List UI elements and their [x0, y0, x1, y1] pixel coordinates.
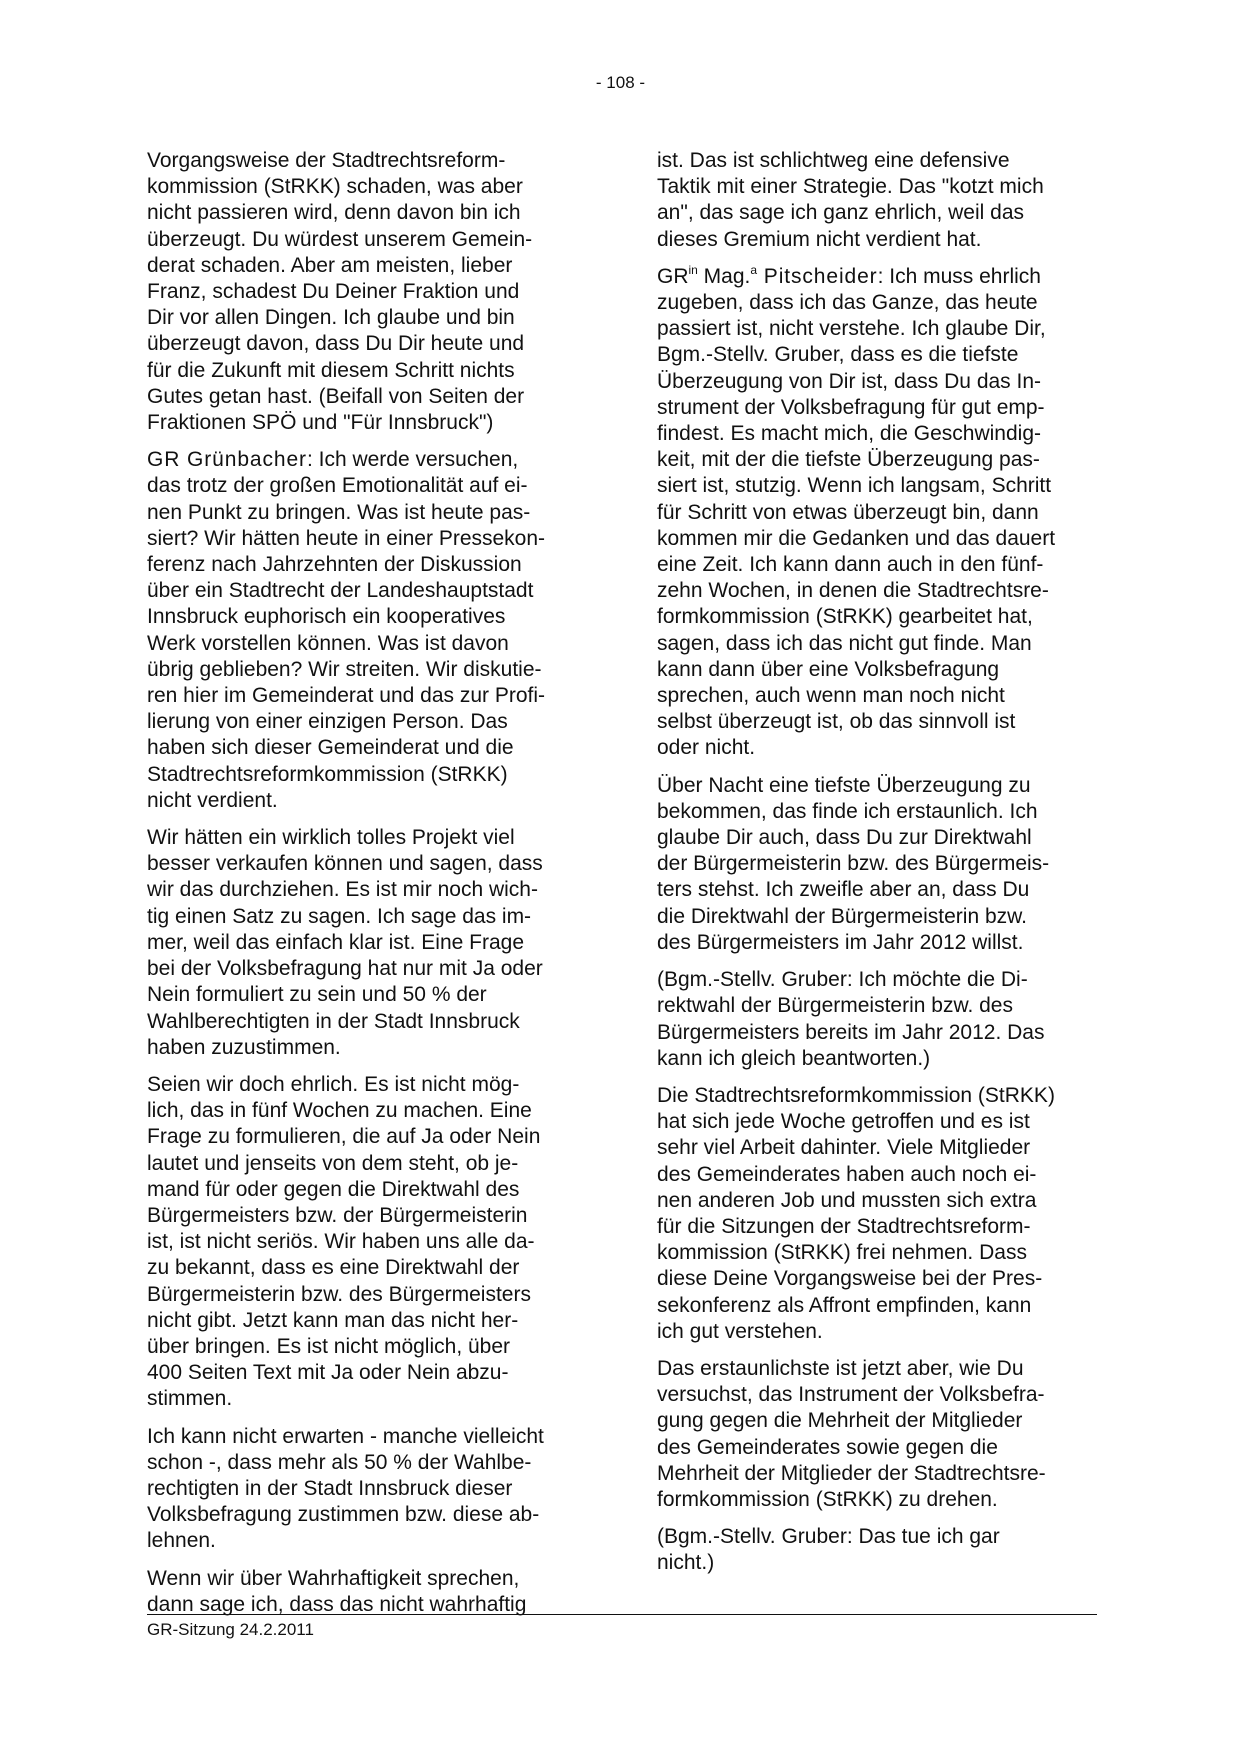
- speaker-prefix-superscript: in: [688, 262, 698, 277]
- paragraph: ist. Das ist schlichtweg eine defensive Taktik mit einer Strategie. Das "kotzt mich an", das sage ich ganz ehrlich, weil das dieses Gremium nicht verdient hat.: [657, 149, 1044, 251]
- left-column: [147, 148, 587, 1629]
- right-column: [657, 148, 1097, 1588]
- footer-text: GR-Sitzung 24.2.2011: [147, 1620, 314, 1639]
- paragraph: Die Stadtrechtsreformkommission (StRKK) hat sich jede Woche getroffen und es ist sehr viel Arbeit dahinter. Viele Mitglieder des Gemeinderates haben auch noch ei- nen anderen Job und mussten sich extra für die Sitzungen der Stadtrechtsreform- kommission (StRKK) frei nehmen. Dass diese Deine Vorgangsweise bei der Pres- sekonferenz als Affront empfinden, kann ich gut verstehen.: [657, 1083, 1055, 1343]
- speaker-title-superscript: a: [750, 262, 758, 277]
- paragraph: Wir hätten ein wirklich tolles Projekt viel besser verkaufen können und sagen, dass wir das durchziehen. Es ist mir noch wich- tig einen Satz zu sagen. Ich sage das im- mer, weil das einfach klar ist. Eine Frage bei der Volksbefragung hat nur mit Ja oder Nein formuliert zu sein und 50 % der Wahlberechtigten in der Stadt Innsbruck haben zuzustimmen.: [147, 826, 543, 1059]
- paragraph-text: : Ich werde versuchen, das trotz der großen Emotionalität auf ei- nen Punkt zu bringen. Was ist heute pas- siert? Wir hätten heute in einer Pressekon- ferenz nach Jahrzehnten der Diskussion über ein Stadtrecht der Landeshauptstadt Innsbruck euphorisch ein kooperatives Werk vorstellen können. Was ist davon übrig geblieben? Wir streiten. Wir diskutie- ren hier im Gemeinderat und das zur Profi- lierung von einer einzigen Person. Das haben sich dieser Gemeinderat und die Stadtrechtsreformkommission (StRKK) nicht verdient.: [147, 448, 546, 812]
- paragraph: [657, 264, 1097, 762]
- paragraph: (Bgm.-Stellv. Gruber: Das tue ich gar nicht.): [657, 1525, 1000, 1575]
- paragraph: [147, 447, 587, 814]
- page-number: - 108 -: [595, 73, 646, 92]
- paragraph: Seien wir doch ehrlich. Es ist nicht mög- lich, das in fünf Wochen zu machen. Eine Frage zu formulieren, die auf Ja oder Nein lautet und jenseits von dem steht, ob je- mand für oder gegen die Direktwahl des Bürgermeisters bzw. der Bürgermeisterin ist, ist nicht seriös. Wir haben uns alle da- zu bekannt, dass es eine Direktwahl der Bürgermeisterin bzw. des Bürgermeisters nicht gibt. Jetzt kann man das nicht her- über bringen. Es ist nicht möglich, über 400 Seiten Text mit Ja oder Nein abzu- stimmen.: [147, 1072, 541, 1411]
- speaker-title: Mag.: [697, 264, 751, 288]
- footer-divider: [147, 1614, 1097, 1615]
- paragraph: Ich kann nicht erwarten - manche vielleicht schon -, dass mehr als 50 % der Wahlbe- rechtigten in der Stadt Innsbruck dieser Volksbefragung zustimmen bzw. diese ab- lehnen.: [147, 1424, 544, 1553]
- paragraph-text: : Ich muss ehrlich zugeben, dass ich das Ganze, das heute passiert ist, nicht verstehe. Ich glaube Dir, Bgm.-Stellv. Gruber, dass es die tiefste Überzeugung von Dir ist, dass Du das In- strument der Volksbefragung für gut emp- findest. Es macht mich, die Geschwindig- keit, mit der die tiefste Überzeugung pas- siert ist, stutzig. Wenn ich langsam, Schritt für Schritt von etwas überzeugt bin, dann kommen mir die Gedanken und das dauert eine Zeit. Ich kann dann auch in den fünf- zehn Wochen, in denen die Stadtrechtsre- formkommission (StRKK) gearbeitet hat, sagen, dass ich das nicht gut finde. Man kann dann über eine Volksbefragung sprechen, auch wenn man noch nicht selbst überzeugt ist, ob das sinnvoll ist oder nicht.: [657, 264, 1056, 760]
- speaker-name: Pitscheider: [757, 264, 878, 288]
- paragraph: Das erstaunlichste ist jetzt aber, wie Du versuchst, das Instrument der Volksbefra- gung gegen die Mehrheit der Mitglieder des Gemeinderates sowie gegen die Mehrheit der Mitglieder der Stadtrechtsre- formkommission (StRKK) zu drehen.: [657, 1356, 1046, 1511]
- speaker-prefix: GR: [657, 264, 689, 288]
- speaker-name: GR Grünbacher: [147, 448, 307, 472]
- paragraph: Vorgangsweise der Stadtrechtsreform- kommission (StRKK) schaden, was aber nicht passieren wird, denn davon bin ich überzeugt. Du würdest unserem Gemein- derat schaden. Aber am meisten, lieber Franz, schadest Du Deiner Fraktion und Dir vor allen Dingen. Ich glaube und bin überzeugt davon, dass Du Dir heute und für die Zukunft mit diesem Schritt nichts Gutes getan hast. (Beifall von Seiten der Fraktionen SPÖ und "Für Innsbruck"): [147, 149, 533, 435]
- paragraph: Wenn wir über Wahrhaftigkeit sprechen, dann sage ich, dass das nicht wahrhaftig: [147, 1566, 527, 1616]
- paragraph: (Bgm.-Stellv. Gruber: Ich möchte die Di- rektwahl der Bürgermeisterin bzw. des Bürgermeisters bereits im Jahr 2012. Das kann ich gleich beantworten.): [657, 968, 1045, 1070]
- paragraph: Über Nacht eine tiefste Überzeugung zu bekommen, das finde ich erstaunlich. Ich glaube Dir auch, dass Du zur Direktwahl der Bürgermeisterin bzw. des Bürgermeis- ters stehst. Ich zweifle aber an, dass Du die Direktwahl der Bürgermeisterin bzw. des Bürgermeisters im Jahr 2012 willst.: [657, 773, 1050, 954]
